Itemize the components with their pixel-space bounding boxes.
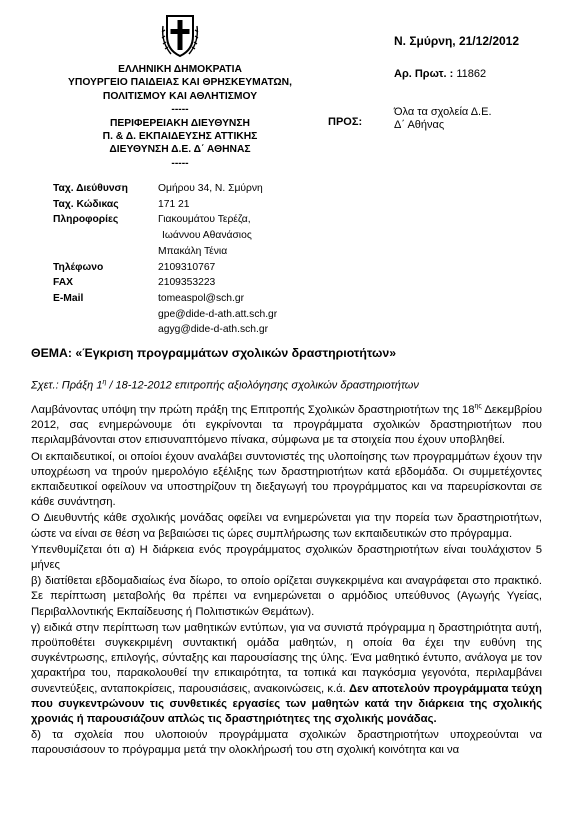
body-paragraph: Υπενθυμίζεται ότι α) Η διάρκεια ενός προγράμματος σχολικών δραστηριοτήτων είναι τουλάχιστον 5 μήνες [31,543,542,572]
paragraph-text: γ) ειδικά στην περίπτωση των μαθητικών εντύπων, για να συνιστά πρόγραμμα η δραστηριότητα αυτή, προϋποθέτει συγκεκριμένη συντακτική ομάδα μαθητών, η οποία θα έχει την ευθύνη της συγκέντρωσης, επιλογής, σύνταξης και παρουσίασης της ύλης. Ένα μαθητικό έντυπο, ανάλογα με τον χαρακτήρα του, παρακολουθεί την επικαιρότητα, τα τοπικά και παγκόσμια γεγονότα, περιλαμβάνει συνεντεύξεις, ανταποκρίσεις, παρουσιάσεις, ανακοινώσεις, κ.ά. [31,621,542,695]
contact-email[interactable]: gpe@dide-d-ath.att.sch.gr [158,308,278,320]
reference-superscript: η [102,379,107,386]
authority-line: Π. & Δ. ΕΚΠΑΙΔΕΥΣΗΣ ΑΤΤΙΚΗΣ [102,131,258,143]
contact-label [53,244,158,260]
authority-separator: ----- [171,104,189,116]
document-date: Ν. Σμύρνη, 21/12/2012 [394,34,520,48]
body-paragraph: Ο Διευθυντής κάθε σχολικής μονάδας οφείλει να ενημερώνεται για την πορεία των δραστηριοτήτων, ώστε να είναι σε θέση να βεβαιώσει τις ώρες συμπλήρωσης των εκπαιδευτικών στο πρόγραμμα. [31,512,542,540]
contact-value: 2109353223 [158,277,216,289]
contact-label [53,307,158,323]
contact-row [53,322,277,338]
contact-value: Γιακουμάτου Τερέζα, [158,214,251,226]
paragraph-bold-text: Δεν αποτελούν προγράμματα τεύχη που συγκεντρώνουν τις συνθετικές εργασίες των μαθητών κατά την διάρκεια της σχολικής χρονιάς ή παρουσιάζουν απλώς τις δραστηριότητες της σχολικής μονάδας. [31,682,542,726]
paragraph-text: Δεκεμβρίου 2012, σας ενημερώνουμε ότι εγκρίνονται τα προγράμματα σχολικών δραστηριοτήτων που περιλαμβάνονται στον επισυναπτόμενο πίνακα, σύμφωνα με τα στοιχεία που έχουν υποβληθεί. [31,404,543,447]
reference-line [31,379,419,392]
protocol-label: Αρ. Πρωτ. : [394,68,454,80]
contact-label: Ταχ. Κώδικας [53,198,119,210]
contact-row [53,307,277,323]
authority-line: ΥΠΟΥΡΓΕΙΟ ΠΑΙΔΕΙΑΣ ΚΑΙ ΘΡΗΣΚΕΥΜΑΤΩΝ, [68,77,292,89]
authority-line: ΠΕΡΙΦΕΡΕΙΑΚΗ ΔΙΕΥΘΥΝΣΗ [110,117,250,129]
protocol-value: 11862 [453,68,487,80]
body-paragraph: δ) τα σχολεία που υλοποιούν προγράμματα σχολικών δραστηριοτήτων υποχρεούνται να παρουσιάσουν το πρόγραμμα μετά την ολοκλήρωσή του στη σχολική κοινότητα και να [31,729,542,757]
body-paragraph: β) διατίθεται εβδομαδιαίως ένα δίωρο, το οποίο ορίζεται συγκεκριμένα και αναγράφεται στο πρακτικό. Σε περίπτωση μεταβολής θα πρέπει να ενημερώνεται ο αρμόδιος υπεύθυνος (Αγωγής Υγείας, Περιβαλλοντικής Εκπαίδευσης ή Πολιτιστικών Θεμάτων). [31,575,542,618]
issuing-authority-block [40,63,320,170]
contact-row [53,212,277,228]
body-paragraph [31,403,542,449]
contact-row [53,181,277,197]
body-paragraph [31,621,542,727]
authority-separator: ----- [171,157,189,169]
contact-value: 171 21 [158,198,190,210]
paragraph-text: Λαμβάνοντας υπόψη την πρώτη πράξη της Επιτροπής Σχολικών δραστηριοτήτων της 18 [31,404,475,416]
paragraph-superscript: ης [474,403,482,411]
reference-text: / 18-12-2012 επιτροπής αξιολόγησης σχολικών δραστηριοτήτων [106,379,419,392]
contact-row [53,228,277,244]
authority-line: ΔΙΕΥΘΥΝΣΗ Δ.Ε. Δ΄ ΑΘΗΝΑΣ [109,144,251,156]
recipient-line: Δ΄ Αθήνας [394,119,445,131]
greek-emblem-icon [161,12,199,58]
contact-details [53,181,277,338]
contact-label [53,228,158,244]
contact-row [53,291,277,307]
authority-line: ΠΟΛΙΤΙΣΜΟΥ ΚΑΙ ΑΘΛΗΤΙΣΜΟΥ [102,90,258,102]
contact-value: Μπακάλη Τένια [158,245,228,257]
contact-label: Πληροφορίες [53,214,119,226]
protocol-number [394,68,486,80]
contact-value: Ομήρου 34, Ν. Σμύρνη [158,183,263,194]
contact-email[interactable]: agyg@dide-d-ath.sch.gr [158,324,269,336]
contact-label: Ταχ. Διεύθυνση [53,183,128,194]
reference-text: Σχετ.: Πράξη 1 [31,379,103,392]
contact-label: FAX [53,277,74,289]
contact-row [53,275,277,291]
contact-label [53,322,158,338]
contact-email[interactable]: tomeaspol@sch.gr [158,292,245,304]
contact-row [53,244,277,260]
to-label: ΠΡΟΣ: [328,116,363,128]
authority-line: ΕΛΛΗΝΙΚΗ ΔΗΜΟΚΡΑΤΙΑ [118,64,242,75]
recipient [394,106,492,132]
contact-label: Τηλέφωνο [53,261,104,273]
contact-value: Ιωάννου Αθανάσιος [162,230,252,242]
body-paragraph: Οι εκπαιδευτικοί, οι οποίοι έχουν αναλάβει συντονιστές της υλοποίησης των προγραμμάτων έχουν την υποχρέωση να τηρούν ημερολόγιο εξέλιξης των δραστηριοτήτων κατά εβδομάδα. Οι συμμετέχοντες εκπαιδευτικοί οφείλουν να υποστηρίζουν τη διεξαγωγή του προγράμματος και να παρευρίσκονται σε κάθε συνάντηση. [31,450,542,509]
contact-label: E-Mail [53,292,84,304]
letter-body [31,403,542,759]
subject-line: ΘΕΜΑ: «Έγκριση προγραμμάτων σχολικών δραστηριοτήτων» [31,346,397,360]
contact-row [53,260,277,276]
recipient-line: Όλα τα σχολεία Δ.Ε. [394,106,492,118]
contact-value: 2109310767 [158,261,216,273]
contact-row [53,197,277,213]
